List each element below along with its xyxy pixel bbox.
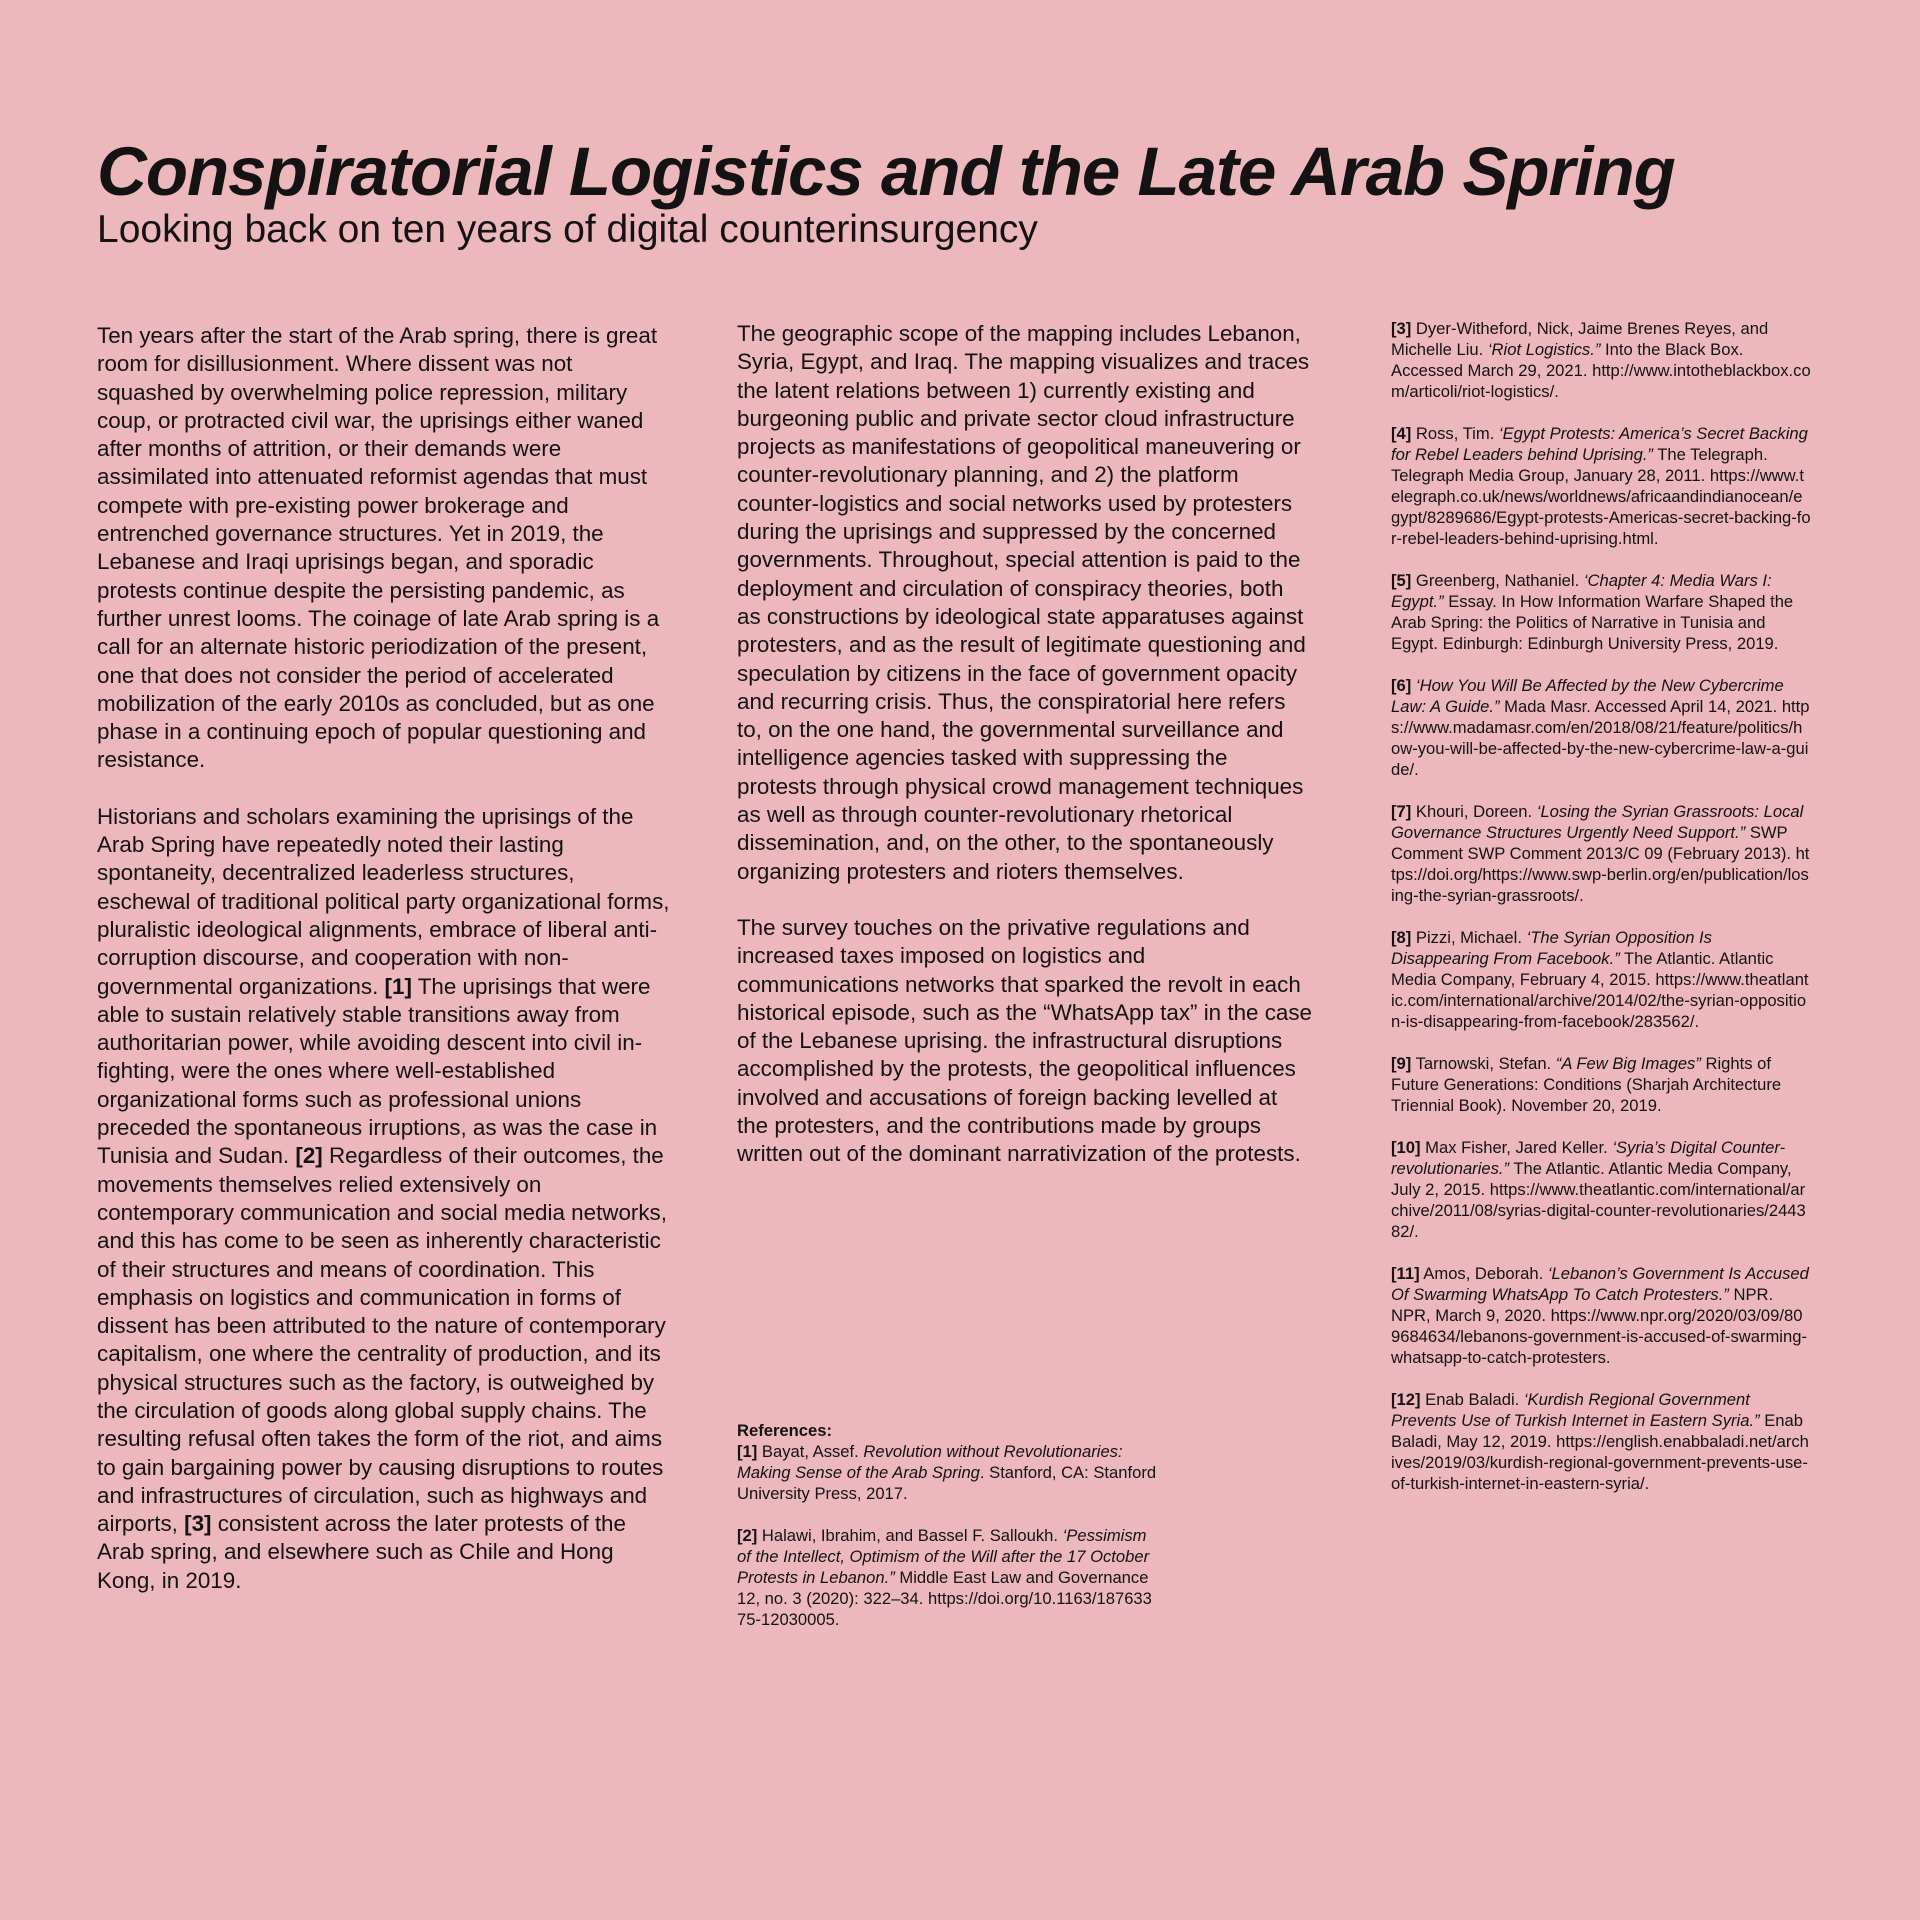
reference-5 (1391, 570, 1811, 654)
reference-number: [1] (737, 1442, 758, 1461)
reference-details: SWP Comment SWP Comment 2013/C 09 (February 2013). (1391, 823, 1791, 863)
paragraph-survey: The survey touches on the privative regulations and increased taxes imposed on logistics and communications networks that sparked the revolt in each historical episode, such as the “WhatsApp tax” in the case of the Lebanese uprising. the infrastructural disruptions accomplished by the protests, the geopolitical influences involved and accusations of foreign backing levelled at the protesters, and the contributions made by groups written out of the dominant narrativization of the protests. (737, 914, 1312, 1167)
text-segment: Historians and scholars examining the uprisings of the Arab Spring have repeatedly noted their lasting spontaneity, decentralized leaderless structures, eschewal of traditional political party organizational forms, pluralistic ideological alignments, embrace of liberal anti-corruption discourse, and cooperation with non-governmental organizations. (97, 803, 670, 999)
citation-3[interactable]: [3] (184, 1511, 212, 1537)
reference-number: [12] (1391, 1390, 1421, 1409)
reference-12 (1391, 1389, 1811, 1494)
reference-author: Pizzi, Michael. (1415, 928, 1522, 947)
reference-number: [9] (1391, 1054, 1412, 1073)
reference-link[interactable]: http://www.intotheblackbox.com/articoli/riot-logistics/. (1391, 361, 1811, 401)
reference-author: Ross, Tim. (1415, 424, 1495, 443)
reference-title: ‘Chapter 4: Media Wars I: Egypt.” (1391, 571, 1772, 611)
body-column-2 (737, 320, 1312, 1197)
reference-title: ‘Riot Logistics.” (1487, 340, 1601, 359)
reference-number: [10] (1391, 1138, 1421, 1157)
text-segment: Regardless of their outcomes, the movements themselves relied extensively on contemporary communication and social media networks, and this has come to be seen as inherently characteristic of their structures and means of coordination. This emphasis on logistics and communication in forms of dissent has been attributed to the nature of contemporary capitalism, one where the centrality of production, and its physical structures such as the factory, is outweighed by the circulation of goods along global supply chains. The resulting refusal often takes the form of the riot, and aims to gain bargaining power by causing disruptions to routes and infrastructures of circulation, such as highways and airports, (97, 1143, 667, 1537)
reference-link[interactable]: https://www.theatlantic.com/international/archive/2014/02/the-syrian-opposition-is-disappearing-from-facebook/283562/. (1391, 970, 1809, 1031)
references-heading: References: (737, 1421, 833, 1440)
reference-title: ‘Egypt Protests: America’s Secret Backing for Rebel Leaders behind Uprising.” (1391, 424, 1808, 464)
reference-title: “A Few Big Images” (1555, 1054, 1701, 1073)
reference-6 (1391, 675, 1811, 780)
references-block (737, 1420, 1157, 1651)
reference-title: ‘Pessimism of the Intellect, Optimism of the Will after the 17 October Protests in Lebanon.” (737, 1526, 1150, 1587)
references-column (1391, 318, 1811, 1515)
reference-link[interactable]: https://www.theatlantic.com/international/archive/2011/08/syrias-digital-counter-revolutionaries/244382/. (1391, 1180, 1806, 1241)
reference-details: NPR. NPR, March 9, 2020. (1391, 1285, 1774, 1325)
reference-3 (1391, 318, 1811, 402)
paragraph-history (97, 803, 672, 1595)
reference-author: Amos, Deborah. (1423, 1264, 1544, 1283)
reference-title: ‘Lebanon’s Government Is Accused Of Swarming WhatsApp To Catch Protesters.” (1391, 1264, 1809, 1304)
reference-title: ‘Syria’s Digital Counter-revolutionaries.” (1391, 1138, 1786, 1178)
reference-number: [3] (1391, 319, 1412, 338)
reference-link[interactable]: https://www.madamasr.com/en/2018/08/21/feature/politics/how-you-will-be-affected-by-the-new-cybercrime-law-a-guide/. (1391, 697, 1810, 779)
page-title: Conspiratorial Logistics and the Late Arab Spring (97, 133, 1675, 210)
reference-author: Bayat, Assef. (761, 1442, 859, 1461)
reference-link[interactable]: https://english.enabbaladi.net/archives/2019/03/kurdish-regional-government-prevents-use-of-turkish-internet-in-eastern-syria/. (1391, 1432, 1809, 1493)
reference-8 (1391, 927, 1811, 1032)
reference-2 (737, 1525, 1157, 1630)
body-column-1 (97, 322, 672, 1623)
reference-link[interactable]: https://www.npr.org/2020/03/09/809684634/lebanons-government-is-accused-of-swarming-whatsapp-to-catch-protesters. (1391, 1306, 1807, 1367)
reference-title: ‘The Syrian Opposition Is Disappearing From Facebook.” (1391, 928, 1712, 968)
page-subtitle: Looking back on ten years of digital counterinsurgency (97, 208, 1038, 251)
paragraph-scope: The geographic scope of the mapping includes Lebanon, Syria, Egypt, and Iraq. The mapping visualizes and traces the latent relations between 1) currently existing and burgeoning public and private sector cloud infrastructure projects as manifestations of geopolitical maneuvering or counter-revolutionary planning, and 2) the platform counter-logistics and social networks used by protesters during the uprisings and suppressed by the concerned governments. Throughout, special attention is paid to the deployment and circulation of conspiracy theories, both as constructions by ideological state apparatuses against protesters, and as the result of legitimate questioning and speculation by citizens in the face of government opacity and recurring crisis. Thus, the conspiratorial here refers to, on the one hand, the governmental surveillance and intelligence agencies tasked with suppressing the protests through physical crowd management techniques as well as through counter-revolutionary rhetorical dissemination, and, on the other, to the spontaneously organizing protesters and rioters themselves. (737, 321, 1310, 884)
text-segment: The uprisings that were able to sustain relatively stable transitions away from authoritarian power, while avoiding descent into civil in-fighting, were the ones where well-established organizational forms such as professional unions preceded the spontaneous irruptions, as was the case in Tunisia and Sudan. (97, 973, 658, 1169)
reference-details: Enab Baladi, May 12, 2019. (1391, 1411, 1803, 1451)
paragraph-intro: Ten years after the start of the Arab spring, there is great room for disillusionment. Where dissent was not squashed by overwhelming police repression, military coup, or protracted civil war, the uprisings either waned after months of attrition, or their demands were assimilated into attenuated reformist agendas that must compete with pre-existing power brokerage and entrenched governance structures. Yet in 2019, the Lebanese and Iraqi uprisings began, and sporadic protests continue despite the persisting pandemic, as further unrest looms. The coinage of late Arab spring is a call for an alternate historic periodization of the present, one that does not consider the period of accelerated mobilization of the early 2010s as concluded, but as one phase in a continuing epoch of popular questioning and resistance. (97, 323, 660, 773)
reference-details: Middle East Law and Governance 12, no. 3 (2020): 322–34. (737, 1568, 1149, 1608)
reference-number: [4] (1391, 424, 1412, 443)
reference-1 (737, 1441, 1157, 1504)
reference-4 (1391, 423, 1811, 549)
reference-number: [7] (1391, 802, 1412, 821)
reference-author: Halawi, Ibrahim, and Bassel F. Salloukh. (761, 1526, 1058, 1545)
reference-7 (1391, 801, 1811, 906)
text-segment: consistent across the later protests of the Arab spring, and elsewhere such as Chile and Hong Kong, in 2019. (97, 1511, 626, 1593)
reference-author: Tarnowski, Stefan. (1415, 1054, 1552, 1073)
reference-link[interactable]: https://doi.org/10.1163/18763375-12030005. (737, 1589, 1152, 1629)
reference-number: [5] (1391, 571, 1412, 590)
reference-10 (1391, 1137, 1811, 1242)
citation-1[interactable]: [1] (384, 973, 412, 999)
reference-9 (1391, 1053, 1811, 1116)
reference-author: Greenberg, Nathaniel. (1415, 571, 1580, 590)
reference-title: ‘Kurdish Regional Government Prevents Use of Turkish Internet in Eastern Syria.” (1391, 1390, 1760, 1430)
reference-11 (1391, 1263, 1811, 1368)
reference-author: Dyer-Witheford, Nick, Jaime Brenes Reyes, and Michelle Liu. (1391, 319, 1769, 359)
reference-details: Mada Masr. Accessed April 14, 2021. (1504, 697, 1778, 716)
reference-details: The Telegraph. Telegraph Media Group, January 28, 2011. (1391, 445, 1768, 485)
reference-number: [8] (1391, 928, 1412, 947)
reference-author: Khouri, Doreen. (1415, 802, 1533, 821)
reference-details: Essay. In How Information Warfare Shaped the Arab Spring: the Politics of Narrative in Tunisia and Egypt. Edinburgh: Edinburgh University Press, 2019. (1391, 592, 1794, 653)
reference-link[interactable]: https://doi.org/https://www.swp-berlin.org/en/publication/losing-the-syrian-grassroots/. (1391, 844, 1810, 905)
reference-number: [11] (1391, 1264, 1420, 1283)
reference-number: [6] (1391, 676, 1412, 695)
reference-author: Enab Baladi. (1425, 1390, 1520, 1409)
citation-2[interactable]: [2] (295, 1143, 323, 1169)
reference-title: Revolution without Revolutionaries: Making Sense of the Arab Spring (737, 1442, 1123, 1482)
reference-details: The Atlantic. Atlantic Media Company, February 4, 2015. (1391, 949, 1774, 989)
reference-number: [2] (737, 1526, 758, 1545)
reference-details: Rights of Future Generations: Conditions (Sharjah Architecture Triennial Book). November 20, 2019. (1391, 1054, 1782, 1115)
reference-details: The Atlantic. Atlantic Media Company, July 2, 2015. (1391, 1159, 1792, 1199)
reference-title: ‘How You Will Be Affected by the New Cybercrime Law: A Guide.” (1391, 676, 1784, 716)
reference-link[interactable]: https://www.telegraph.co.uk/news/worldnews/africaandindianocean/egypt/8289686/Egypt-protests-Americas-secret-backing-for-rebel-leaders-behind-uprising.html. (1391, 466, 1811, 548)
reference-author: Max Fisher, Jared Keller. (1425, 1138, 1608, 1157)
reference-title: ‘Losing the Syrian Grassroots: Local Governance Structures Urgently Need Support.” (1391, 802, 1804, 842)
reference-details: . Stanford, CA: Stanford University Press, 2017. (737, 1463, 1157, 1503)
reference-details: Into the Black Box. Accessed March 29, 2021. (1391, 340, 1744, 380)
